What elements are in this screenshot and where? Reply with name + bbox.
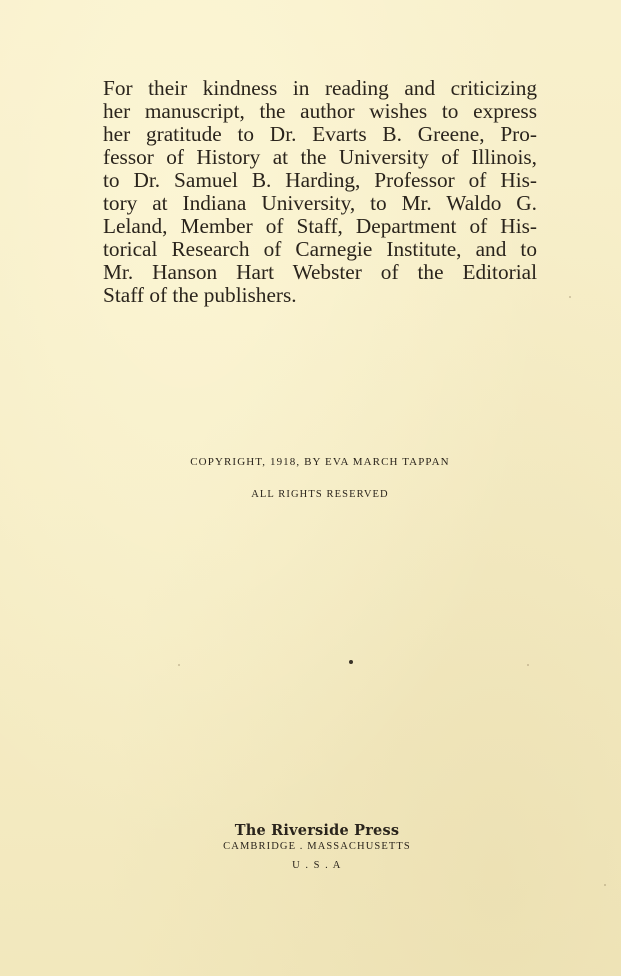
page-mark <box>349 660 353 664</box>
acknowledgment-line: tory at Indiana University, to Mr. Waldo G. <box>103 191 537 215</box>
paper-speck <box>178 664 180 666</box>
press-city: CAMBRIDGE . MASSACHUSETTS <box>223 841 411 852</box>
acknowledgment-line: her gratitude to Dr. Evarts B. Greene, Pro- <box>103 122 537 146</box>
press-name: The Riverside Press <box>234 822 400 839</box>
acknowledgment-line: her manuscript, the author wishes to express <box>103 99 537 123</box>
rights-reserved: ALL RIGHTS RESERVED <box>251 489 389 500</box>
paper-speck <box>569 296 571 298</box>
acknowledgment-line: Mr. Hanson Hart Webster of the Editorial <box>103 260 537 284</box>
paper-speck <box>527 664 529 666</box>
copyright-notice: COPYRIGHT, 1918, BY EVA MARCH TAPPAN <box>190 456 450 468</box>
press-country: U . S . A <box>292 860 342 871</box>
acknowledgment-line: Staff of the publishers. <box>103 283 297 307</box>
acknowledgment-line: to Dr. Samuel B. Harding, Professor of His- <box>103 168 537 192</box>
acknowledgment-line: fessor of History at the University of Illinois, <box>103 145 537 169</box>
paper-speck <box>604 884 606 886</box>
acknowledgment-line: For their kindness in reading and criticizing <box>103 76 537 100</box>
acknowledgment-line: Leland, Member of Staff, Department of His- <box>103 214 537 238</box>
acknowledgment-line: torical Research of Carnegie Institute, and to <box>103 237 537 261</box>
